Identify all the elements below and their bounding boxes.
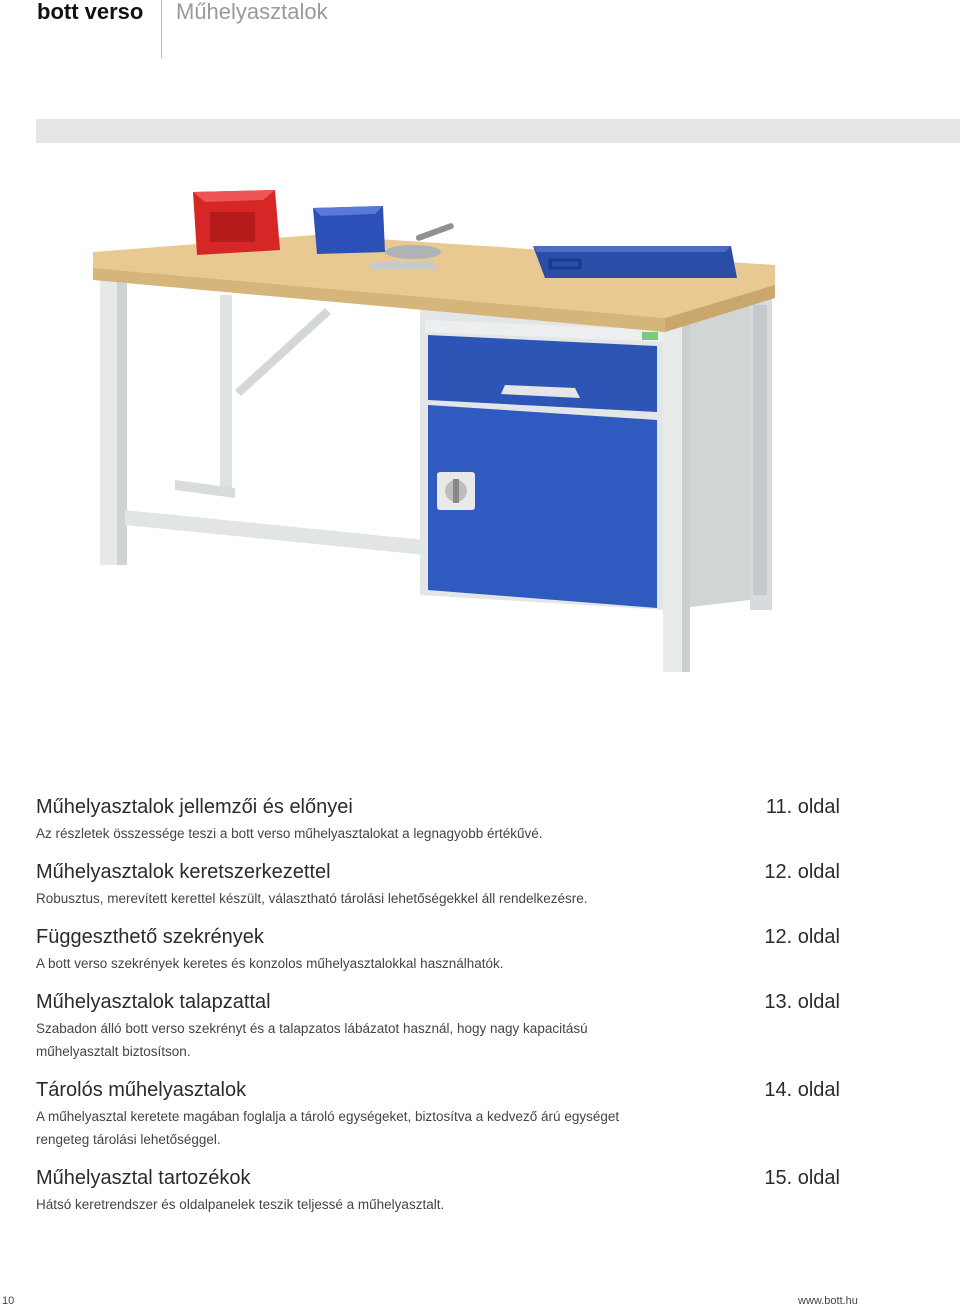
toc-entry[interactable] [36,988,840,1063]
toc-entry[interactable] [36,1076,840,1151]
toc-entry-page: 12. oldal [764,926,840,948]
footer-url[interactable]: www.bott.hu [798,1295,858,1307]
toc-entry-title: Függeszthető szekrények [36,926,264,948]
gray-band [36,119,960,143]
toc-entry-page: 14. oldal [764,1079,840,1101]
toc-entry-title: Műhelyasztal tartozékok [36,1167,251,1189]
toc-entry-description: Szabadon álló bott verso szekrényt és a talapzatos lábázatot használ, hogy nagy kapacitású műhelyasztalt biztosítson. [36,1021,588,1059]
toc-entry-description: Hátsó keretrendszer és oldalpanelek teszik teljessé a műhelyasztalt. [36,1197,445,1212]
toc-entry-title: Műhelyasztalok keretszerkezettel [36,861,331,883]
toc-entry-title: Tárolós műhelyasztalok [36,1079,247,1101]
toc-entry-description: Robusztus, merevített kerettel készült, választható tárolási lehetőségekkel áll rendelkezésre. [36,891,588,906]
table-of-contents [36,793,840,1229]
page-header [0,0,960,60]
section-title: Műhelyasztalok [176,0,328,24]
toc-entry[interactable] [36,923,840,975]
toc-entry-title: Műhelyasztalok talapzattal [36,991,271,1013]
toc-entry-description: A bott verso szekrények keretes és konzolos műhelyasztalokkal használhatók. [36,956,504,971]
toc-entry-description: Az részletek összessége teszi a bott verso műhelyasztalokat a legnagyobb értékűvé. [36,826,543,841]
toc-entry-page: 15. oldal [764,1167,840,1189]
toc-entry-page: 13. oldal [764,991,840,1013]
header-divider [161,0,162,58]
brand-name: bott verso [37,0,144,24]
toc-entry[interactable] [36,793,840,845]
toc-entry-page: 11. oldal [765,796,840,818]
workbench-photo [85,180,785,680]
toc-entry-title: Műhelyasztalok jellemzői és előnyei [36,796,353,818]
toc-entry[interactable] [36,1164,840,1216]
page-number: 10 [2,1295,15,1307]
toc-entry-page: 12. oldal [764,861,840,883]
toc-entry[interactable] [36,858,840,910]
toc-entry-description: A műhelyasztal keretete magában foglalja a tároló egységeket, biztosítva a kedvező árú egységet rengeteg tárolási lehetőséggel. [36,1109,620,1147]
